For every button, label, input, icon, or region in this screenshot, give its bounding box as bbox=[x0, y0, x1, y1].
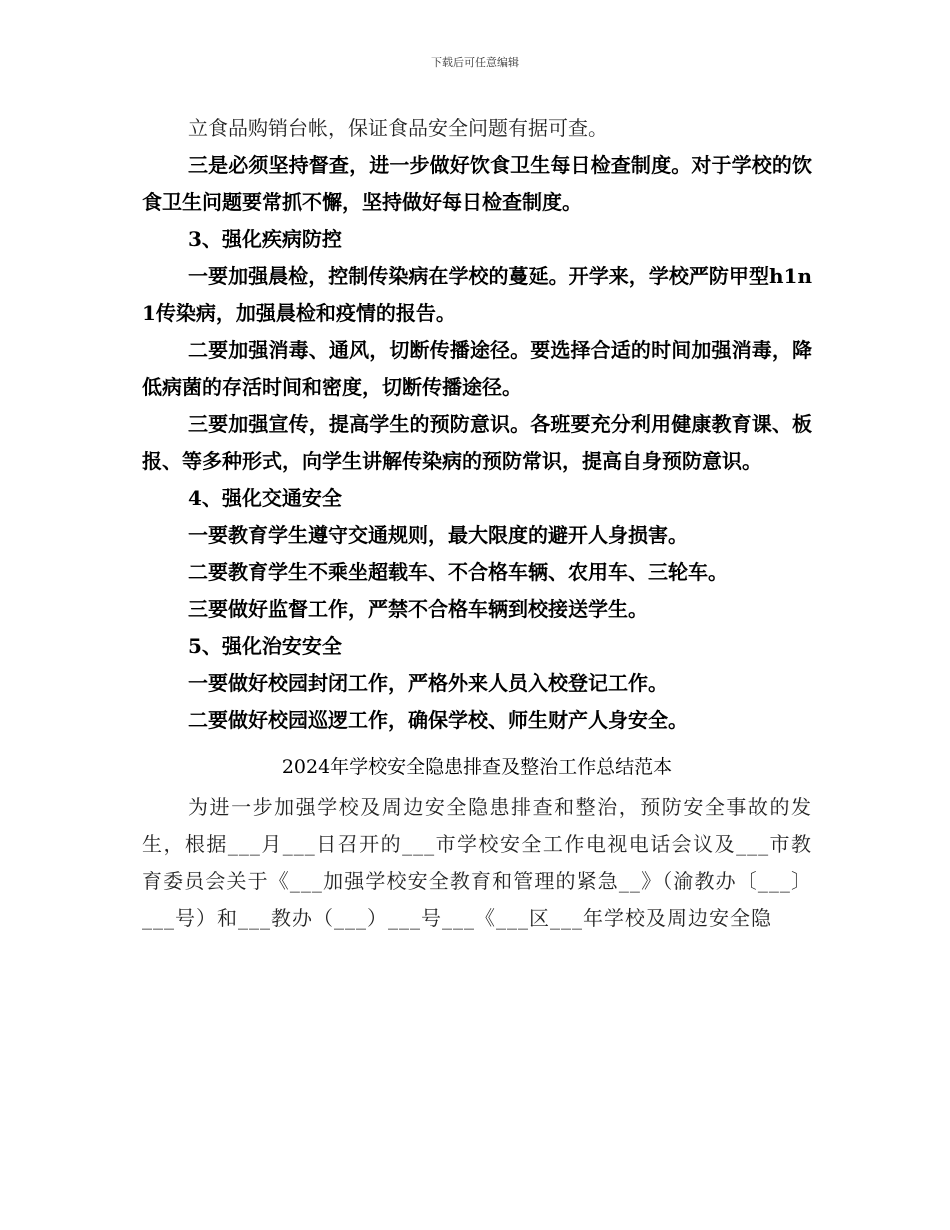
page-header-note: 下载后可任意编辑 bbox=[431, 56, 519, 69]
summary-section bbox=[142, 789, 812, 937]
paragraph-10: 二要做好校园巡逻工作，确保学校、师生财产人身安全。 bbox=[188, 708, 688, 732]
paragraph-2: 三是必须坚持督查，进一步做好饮食卫生每日检查制度。对于学校的饮食卫生问题要常抓不懈，坚持做好每日检查制度。 bbox=[142, 153, 812, 214]
document-title: 2024年学校安全隐患排查及整治工作总结范本 bbox=[281, 756, 673, 778]
heading-traffic-safety: 4、强化交通安全 bbox=[188, 486, 342, 510]
paragraph-3: 一要加强晨检，控制传染病在学校的蔓延。开学来，学校严防甲型h1n1传染病，加强晨检和疫情的报告。 bbox=[142, 264, 812, 325]
paragraph-9: 一要做好校园封闭工作，严格外来人员入校登记工作。 bbox=[188, 671, 668, 695]
paragraph-6: 一要教育学生遵守交通规则，最大限度的避开人身损害。 bbox=[188, 523, 688, 547]
paragraph-5: 三要加强宣传，提高学生的预防意识。各班要充分利用健康教育课、板报、等多种形式，向学生讲解传染病的预防常识，提高自身预防意识。 bbox=[142, 412, 812, 473]
document-body bbox=[142, 110, 812, 937]
paragraph-1: 立食品购销台帐，保证食品安全问题有据可查。 bbox=[188, 116, 608, 140]
paragraph-4: 二要加强消毒、通风，切断传播途径。要选择合适的时间加强消毒，降低病菌的存活时间和密度，切断传播途径。 bbox=[142, 338, 812, 399]
paragraph-8: 三要做好监督工作，严禁不合格车辆到校接送学生。 bbox=[188, 597, 648, 621]
summary-paragraph: 为进一步加强学校及周边安全隐患排查和整治，预防安全事故的发生，根据___月___日召开的___市学校安全工作电视电话会议及___市教育委员会关于《___加强学校安全教育和管理的紧急__》（渝教办〔___〕___号）和___教办（___）___号___《___区___年学校及周边安全隐 bbox=[142, 795, 812, 930]
heading-disease-control: 3、强化疾病防控 bbox=[188, 227, 342, 251]
heading-public-security: 5、强化治安安全 bbox=[188, 634, 342, 658]
paragraph-7: 二要教育学生不乘坐超载车、不合格车辆、农用车、三轮车。 bbox=[188, 560, 728, 584]
